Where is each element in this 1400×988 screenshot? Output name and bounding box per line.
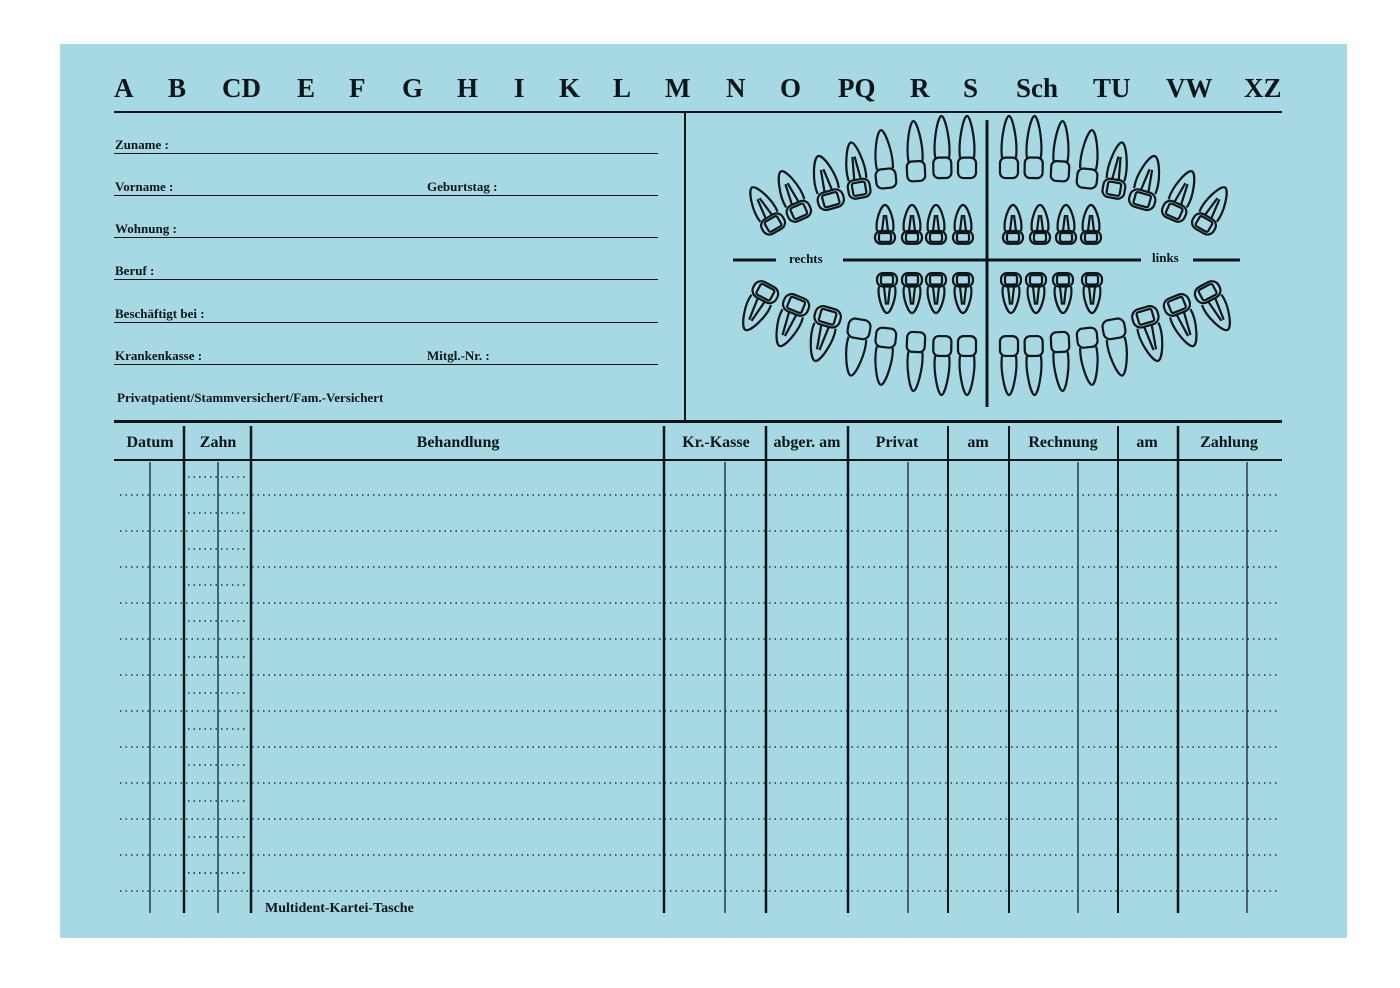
birthday-label: Geburtstag : (427, 179, 498, 194)
col-header-billed-on: abger. am (773, 434, 841, 451)
right-side-label: rechts (789, 251, 823, 266)
footer-brand: Multident-Kartei-Tasche (265, 901, 414, 916)
first-name-label: Vorname : (115, 179, 174, 194)
index-tab[interactable]: Sch (1016, 73, 1059, 103)
index-tab[interactable]: F (349, 73, 366, 103)
surname-label: Zuname : (115, 137, 169, 152)
index-tab[interactable]: K (559, 73, 581, 103)
col-header-date: Datum (126, 434, 174, 451)
index-tab[interactable]: O (780, 73, 802, 103)
index-tab[interactable]: B (168, 73, 187, 103)
col-header-on: am (1136, 434, 1158, 451)
address-label: Wohnung : (115, 221, 177, 236)
employer-label: Beschäftigt bei : (115, 306, 205, 321)
index-tab[interactable]: CD (222, 73, 261, 103)
col-header-invoice: Rechnung (1028, 434, 1098, 451)
col-header-payment: Zahlung (1200, 434, 1258, 451)
index-tab[interactable]: I (514, 73, 525, 103)
index-tab[interactable]: E (297, 73, 316, 103)
index-tab[interactable]: A (114, 73, 134, 103)
index-tab[interactable]: XZ (1244, 73, 1282, 103)
member-number-label: Mitgl.-Nr. : (427, 348, 490, 363)
col-header-private: Privat (875, 434, 919, 451)
col-header-treatment: Behandlung (416, 434, 500, 451)
index-tab[interactable]: M (665, 73, 691, 103)
index-tab[interactable]: H (457, 73, 479, 103)
index-tab[interactable]: R (910, 73, 930, 103)
occupation-label: Beruf : (115, 263, 155, 278)
index-tab[interactable]: L (613, 73, 632, 103)
left-side-label: links (1152, 250, 1179, 265)
index-tab[interactable]: TU (1093, 73, 1131, 103)
insurance-label: Krankenkasse : (115, 348, 203, 363)
col-header-insurance: Kr.-Kasse (682, 434, 750, 451)
col-header-on: am (967, 434, 989, 451)
index-tab[interactable]: PQ (838, 73, 876, 103)
index-tab[interactable]: S (963, 73, 979, 103)
col-header-tooth: Zahn (199, 434, 237, 451)
index-tab[interactable]: VW (1166, 73, 1213, 103)
index-tab[interactable]: G (402, 73, 424, 103)
index-tab[interactable]: N (726, 73, 746, 103)
insurance-status-label[interactable]: Privatpatient/Stammversichert/Fam.-Versichert (117, 390, 384, 405)
